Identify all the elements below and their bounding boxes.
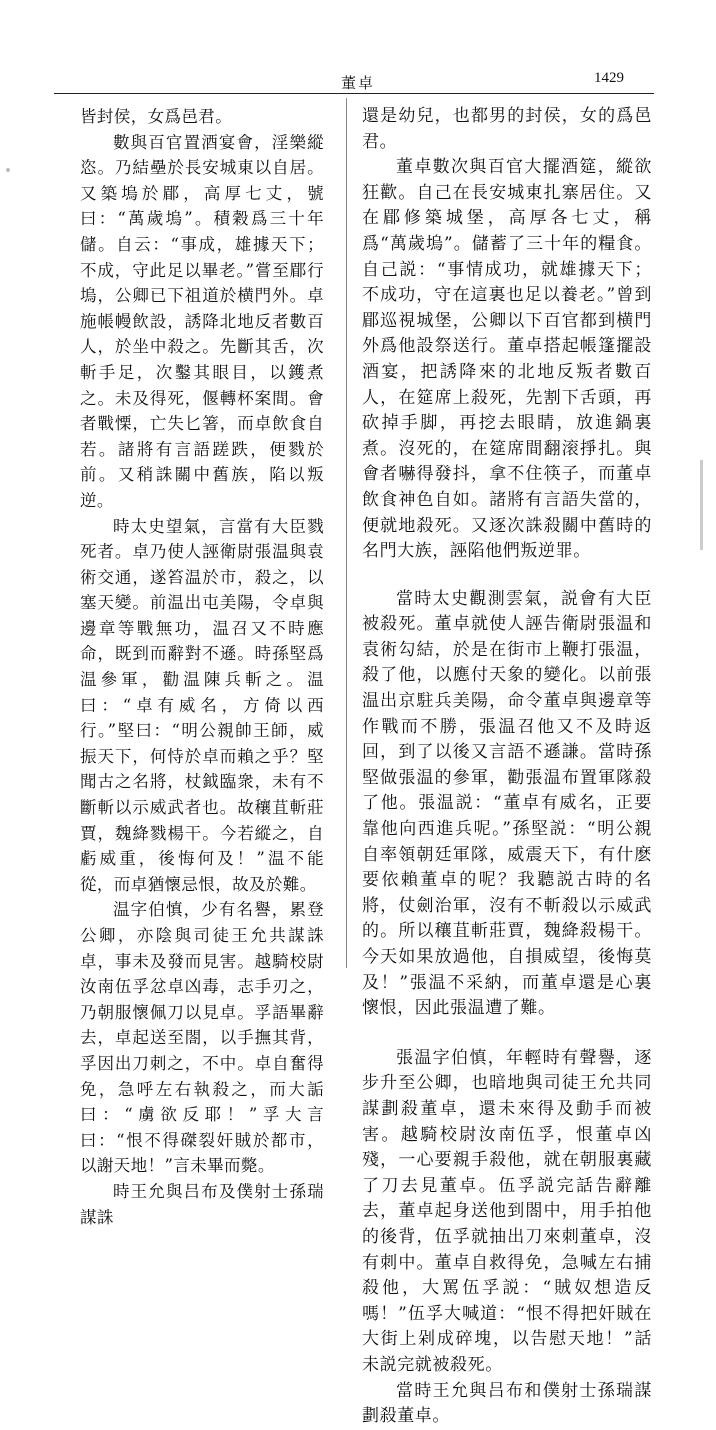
page-header [0, 0, 716, 100]
header-rule [54, 93, 654, 94]
paragraph: 張温字伯慎，年輕時有聲譽，逐步升至公卿，也暗地與司徒王允共同謀劃殺董卓，還未來得及動手而被害。越騎校尉汝南伍孚，恨董卓凶殘，一心要親手殺他，就在朝服裏藏了刀去見董卓。伍孚説完話告辭離去，董卓起身送他到閤中，用手拍他的後背，伍孚就抽出刀來刺董卓，沒有刺中。董卓自救得免，急喊左右捕殺他，大罵伍孚説：“賊奴想造反嗎！”伍孚大喊道：“恨不得把奸賊在大街上剁成碎塊，以告慰天地！”話未説完就被殺死。 [362, 1047, 652, 1375]
scan-mark [6, 168, 10, 172]
paragraph: 時太史望氣，言當有大臣戮死者。卓乃使人誣衛尉張温與袁術交通，遂笞温於市，殺之，以塞天變。前温出屯美陽，令卓與邊章等戰無功，温召又不時應命，既到而辭對不遜。時孫堅爲温參軍，勸温陳兵斬之。温曰：“卓有威名，方倚以西行。”堅曰：“明公親帥王師，威振天下，何恃於卓而賴之乎？堅聞古之名將，杖鉞臨衆，未有不斷斬以示威武者也。故穰苴斬莊賈，魏絳戮楊干。今若縱之，自虧威重，後悔何及！”温不能從，而卓猶懷忌恨，故及於難。 [80, 516, 324, 894]
page-number: 1429 [594, 70, 624, 86]
translation-column [362, 104, 652, 1427]
classical-text-column [80, 104, 324, 1227]
paragraph: 當時太史觀測雲氣，説會有大臣被殺死。董卓就使人誣告衛尉張温和袁術勾結，於是在街市上鞭打張温，殺了他，以應付天象的變化。以前張温出京駐兵美陽，命令董卓與邊章等作戰而不勝，張温召他又不及時返回，到了以後又言語不遜謙。當時孫堅做張温的參軍，勸張温布置軍隊殺了他。張温説：“董卓有威名，正要靠他向西進兵呢。”孫堅説：“明公親自率領朝廷軍隊，威震天下，有什麽要依賴董卓的呢？我聽説古時的名將，仗劍治軍，沒有不斬殺以示威武的。所以穰苴斬莊賈，魏絳殺楊干。今天如果放過他，自損威望，後悔莫及！”張温不采納，而董卓還是心裏懷恨，因此張温遭了難。 [362, 588, 652, 1019]
paragraph: 數與百官置酒宴會，淫樂縱恣。乃結壘於長安城東以自居。又築塢於郿，高厚七丈，號曰：“萬歲塢”。積穀爲三十年儲。自云：“事成，雄據天下；不成，守此足以畢老。”嘗至郿行塢，公卿已下祖道於横門外。卓施帳幔飲設，誘降北地反者數百人，於坐中殺之。先斷其舌，次斬手足，次鑿其眼目，以鑊煮之。未及得死，偃轉杯案間。會者戰慄，亡失匕箸，而卓飲食自若。諸將有言語蹉跌，便戮於前。又稍誅關中舊族，陷以叛逆。 [80, 132, 324, 510]
scan-edge-mark [700, 460, 703, 550]
paragraph: 還是幼兒，也都男的封侯，女的爲邑君。 [362, 106, 652, 152]
column-divider [346, 98, 347, 968]
running-title: 董卓 [340, 74, 375, 92]
paragraph: 時王允與吕布及僕射士孫瑞謀誅 [80, 1181, 324, 1227]
paragraph: 皆封侯，女爲邑君。 [80, 107, 233, 126]
paragraph: 温字伯慎，少有名譽，累登公卿，亦陰與司徒王允共謀誅卓，事未及發而見害。越騎校尉汝南伍孚忿卓凶毒，志手刃之，乃朝服懷佩刀以見卓。孚語畢辭去，卓起送至閤，以手撫其背，孚因出刀刺之，不中。卓自奮得免，急呼左右執殺之，而大詬曰：“虜欲反耶！”孚大言曰：“恨不得磔裂奸賊於都市，以謝天地！”言未畢而斃。 [80, 900, 324, 1176]
paragraph: 董卓數次與百官大擺酒筵，縱欲狂歡。自己在長安城東扎寨居住。又在郿修築城堡，高厚各七丈，稱爲“萬歲塢”。儲蓄了三十年的糧食。自己説：“事情成功，就雄據天下；不成功，守在這裏也足以養老。”曾到郿巡視城堡，公卿以下百官都到横門外爲他設祭送行。董卓搭起帳篷擺設酒宴，把誘降來的北地反叛者數百人，在筵席上殺死，先割下舌頭，再砍掉手脚，再挖去眼睛，放進鍋裏煮。沒死的，在筵席間翻滚掙扎。與會者嚇得發抖，拿不住筷子，而董卓飲食神色自如。諸將有言語失當的，便就地殺死。又逐次誅殺關中舊時的名門大族，誣陷他們叛逆罪。 [362, 157, 652, 562]
paragraph: 當時王允與吕布和僕射士孫瑞謀劃殺董卓。 [362, 1380, 652, 1427]
